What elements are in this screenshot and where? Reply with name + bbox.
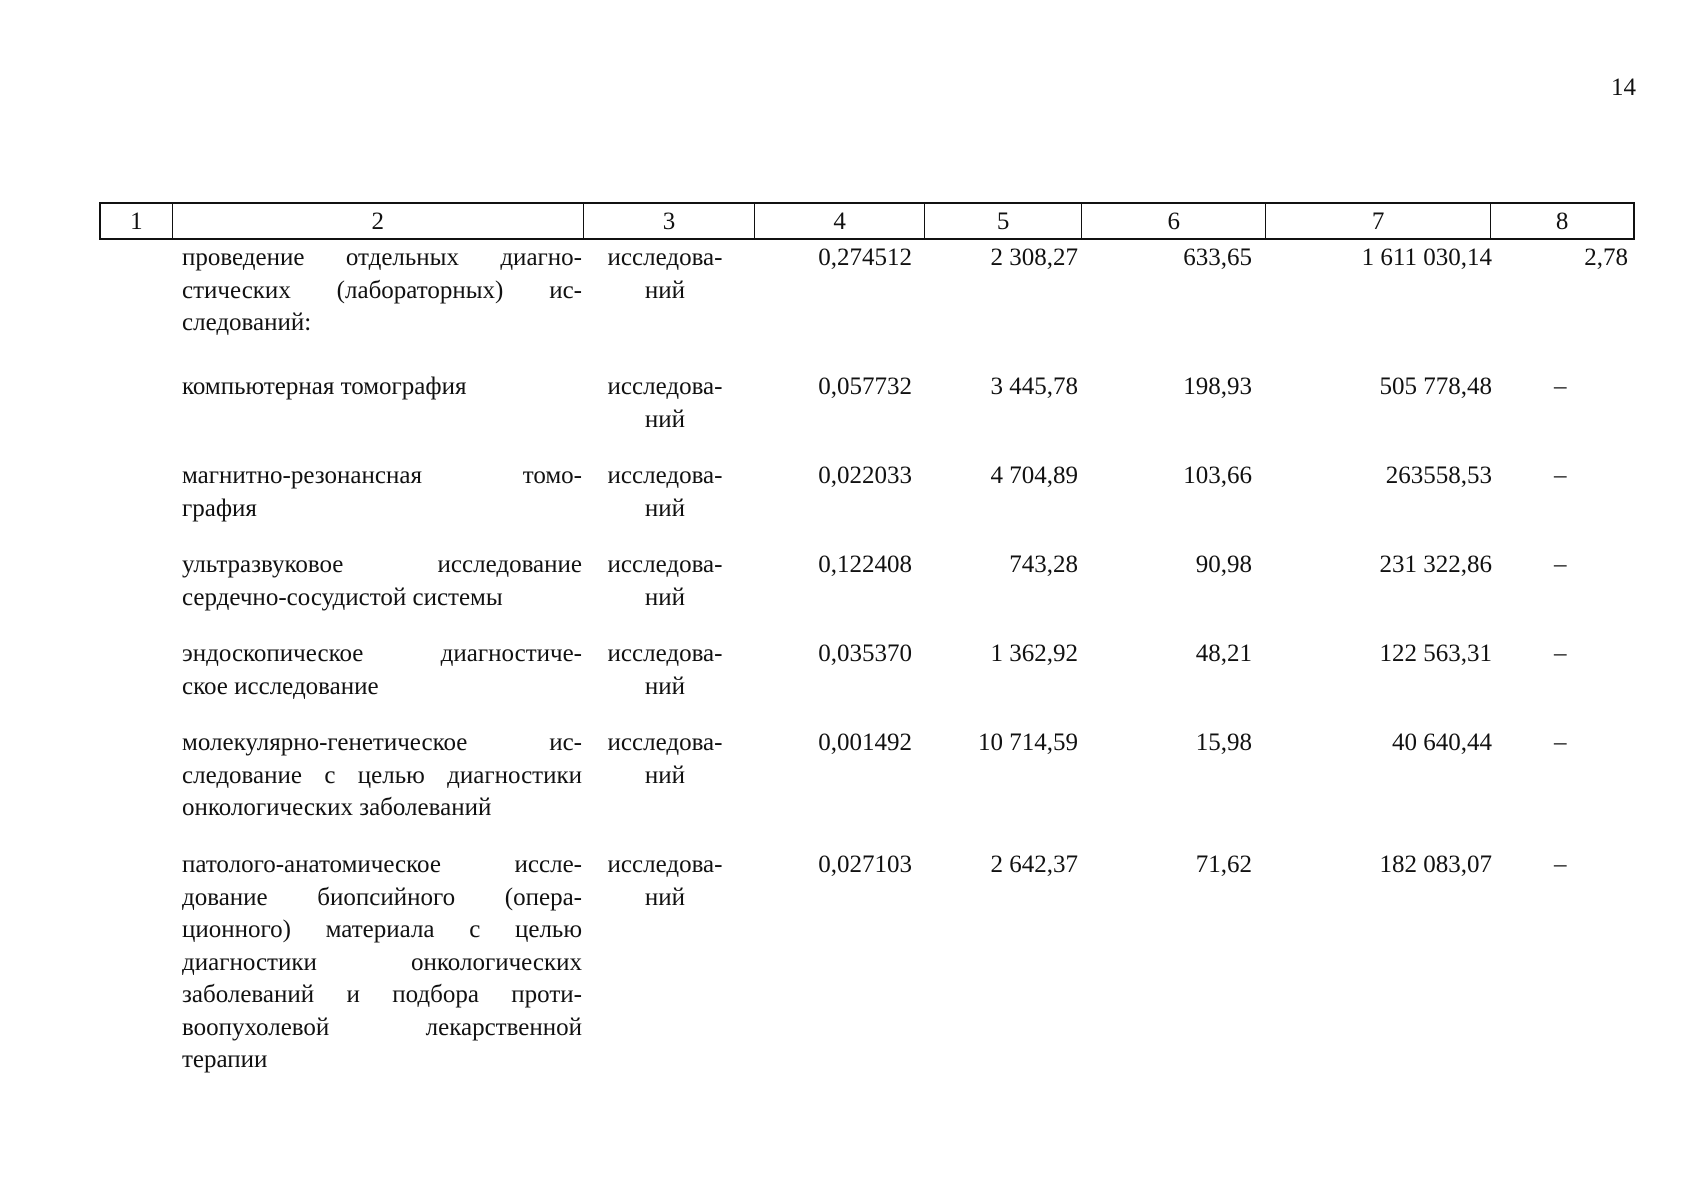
service-name-line: сердечно-сосудистой системы bbox=[182, 583, 503, 611]
service-name-line: заболеваний и подбора проти- bbox=[182, 981, 582, 1008]
value-col-5: 3 445,78 bbox=[990, 373, 1078, 400]
value-col-8: – bbox=[1554, 640, 1567, 667]
value-col-7: 231 322,86 bbox=[1379, 551, 1492, 578]
header-col-5: 5 bbox=[925, 204, 1083, 238]
header-col-6: 6 bbox=[1082, 204, 1266, 238]
value-col-4: 0,035370 bbox=[818, 640, 912, 667]
value-col-8: 2,78 bbox=[1584, 244, 1628, 271]
unit-of-measure bbox=[598, 242, 732, 307]
value-col-7: 505 778,48 bbox=[1379, 373, 1492, 400]
unit-line: ний bbox=[644, 276, 686, 304]
value-col-6: 90,98 bbox=[1195, 551, 1252, 578]
page-number: 14 bbox=[1611, 74, 1636, 101]
value-col-5: 1 362,92 bbox=[990, 640, 1078, 667]
column-number-header bbox=[99, 202, 1635, 240]
unit-of-measure bbox=[598, 849, 732, 914]
value-col-7: 1 611 030,14 bbox=[1361, 244, 1492, 271]
value-col-6: 198,93 bbox=[1183, 373, 1252, 400]
service-name-line: компьютерная томография bbox=[182, 373, 467, 400]
header-col-1: 1 bbox=[101, 204, 173, 238]
service-name-line: воопухолевой лекарственной bbox=[182, 1013, 582, 1041]
unit-of-measure bbox=[598, 638, 732, 703]
unit-of-measure bbox=[598, 727, 732, 792]
value-col-7: 122 563,31 bbox=[1379, 640, 1492, 667]
service-name-line: стических (лабораторных) ис- bbox=[182, 276, 582, 304]
service-name-line: графия bbox=[182, 494, 257, 522]
value-col-7: 40 640,44 bbox=[1392, 729, 1492, 756]
service-name bbox=[182, 549, 582, 614]
value-col-4: 0,022033 bbox=[818, 462, 912, 489]
value-col-6: 71,62 bbox=[1195, 851, 1252, 878]
unit-line: ний bbox=[644, 761, 686, 789]
unit-line: ний bbox=[644, 583, 686, 611]
unit-line: ний bbox=[644, 405, 686, 433]
value-col-6: 103,66 bbox=[1183, 462, 1252, 489]
service-name-line: следование с целью диагностики bbox=[182, 761, 582, 789]
value-col-6: 48,21 bbox=[1195, 640, 1252, 667]
service-name-line: магнитно-резонансная томо- bbox=[182, 462, 582, 489]
service-name-line: терапии bbox=[182, 1046, 268, 1073]
value-col-8: – bbox=[1554, 373, 1567, 400]
unit-of-measure bbox=[598, 460, 732, 525]
service-name bbox=[182, 849, 582, 1077]
unit-of-measure bbox=[598, 371, 732, 436]
value-col-5: 2 642,37 bbox=[990, 851, 1078, 878]
unit-line: ний bbox=[644, 883, 686, 911]
value-col-8: – bbox=[1554, 851, 1567, 878]
value-col-6: 633,65 bbox=[1183, 244, 1252, 271]
value-col-4: 0,122408 bbox=[818, 551, 912, 578]
service-name-line: следований: bbox=[182, 309, 312, 336]
service-name-line: дование биопсийного (опера- bbox=[182, 883, 582, 911]
value-col-8: – bbox=[1554, 462, 1567, 489]
value-col-8: – bbox=[1554, 551, 1567, 578]
service-name-line: молекулярно-генетическое ис- bbox=[182, 729, 582, 756]
unit-line: исследова- bbox=[607, 551, 723, 578]
service-name-line: ское исследование bbox=[182, 672, 379, 700]
service-name-line: диагностики онкологических bbox=[182, 948, 582, 976]
unit-line: ний bbox=[644, 494, 686, 522]
service-name-line: эндоскопическое диагностиче- bbox=[182, 640, 582, 667]
unit-line: ний bbox=[644, 672, 686, 700]
unit-line: исследова- bbox=[607, 729, 723, 756]
service-name bbox=[182, 371, 582, 404]
service-name-line: онкологических заболеваний bbox=[182, 794, 492, 821]
header-col-7: 7 bbox=[1266, 204, 1491, 238]
value-col-5: 10 714,59 bbox=[978, 729, 1078, 756]
header-col-4: 4 bbox=[755, 204, 925, 238]
service-name-line: ультразвуковое исследование bbox=[182, 551, 582, 578]
unit-of-measure bbox=[598, 549, 732, 614]
value-col-7: 263558,53 bbox=[1385, 462, 1492, 489]
service-name bbox=[182, 727, 582, 825]
value-col-4: 0,274512 bbox=[818, 244, 912, 271]
value-col-6: 15,98 bbox=[1195, 729, 1252, 756]
unit-line: исследова- bbox=[607, 373, 723, 400]
unit-line: исследова- bbox=[607, 462, 723, 489]
service-name bbox=[182, 460, 582, 525]
value-col-7: 182 083,07 bbox=[1379, 851, 1492, 878]
unit-line: исследова- bbox=[607, 851, 723, 878]
service-name-line: патолого-анатомическое иссле- bbox=[182, 851, 582, 878]
header-col-2: 2 bbox=[173, 204, 584, 238]
unit-line: исследова- bbox=[607, 244, 723, 271]
unit-line: исследова- bbox=[607, 640, 723, 667]
value-col-4: 0,057732 bbox=[818, 373, 912, 400]
header-col-3: 3 bbox=[584, 204, 756, 238]
service-name-line: ционного) материала с целью bbox=[182, 916, 582, 943]
service-name-line: проведение отдельных диагно- bbox=[182, 244, 582, 271]
service-name bbox=[182, 242, 582, 340]
service-name bbox=[182, 638, 582, 703]
value-col-5: 4 704,89 bbox=[990, 462, 1078, 489]
value-col-8: – bbox=[1554, 729, 1567, 756]
header-col-8: 8 bbox=[1555, 208, 1569, 235]
value-col-4: 0,001492 bbox=[818, 729, 912, 756]
value-col-5: 743,28 bbox=[1009, 551, 1078, 578]
value-col-4: 0,027103 bbox=[818, 851, 912, 878]
value-col-5: 2 308,27 bbox=[990, 244, 1078, 271]
